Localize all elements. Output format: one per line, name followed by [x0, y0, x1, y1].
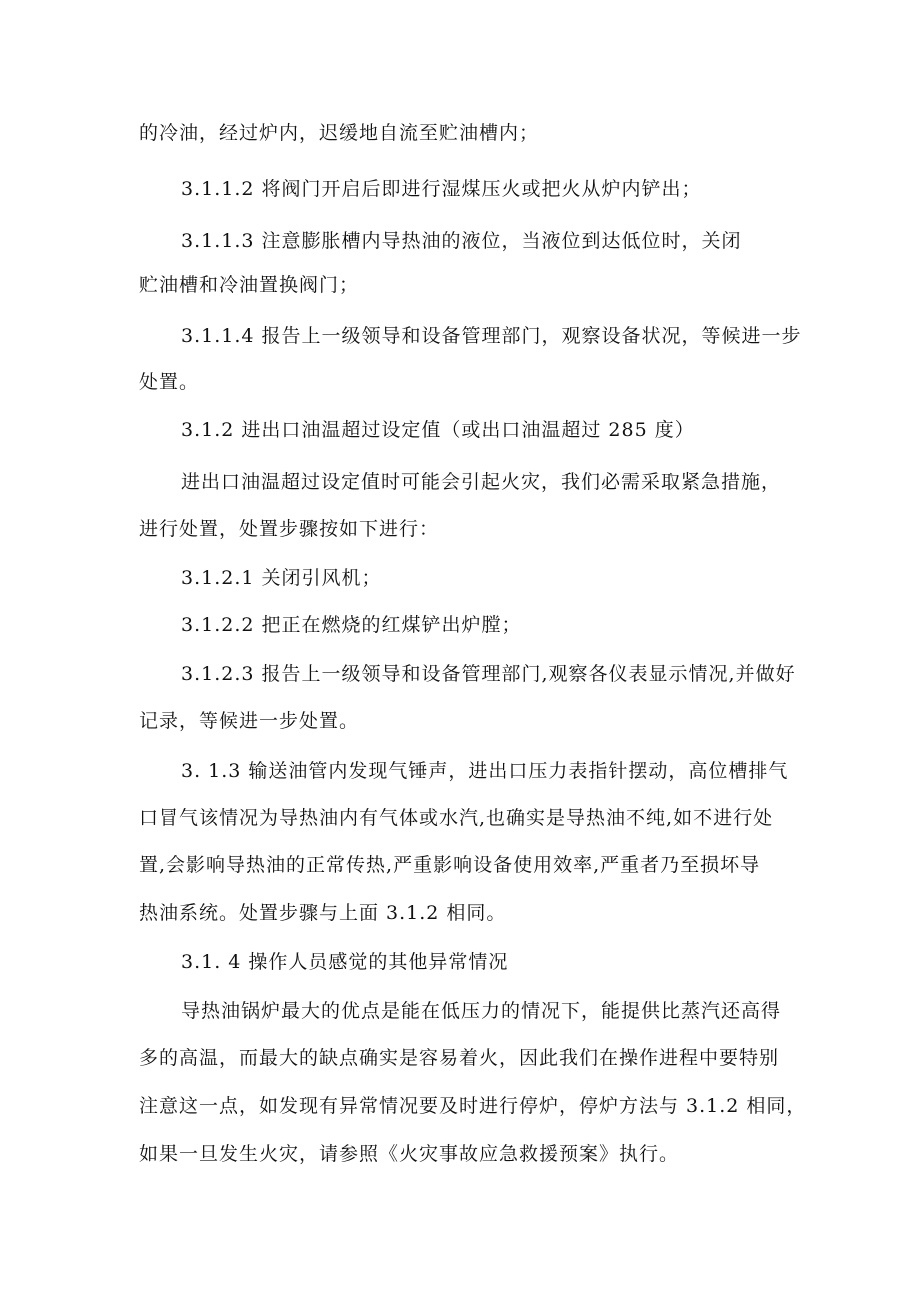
- text-line: 热油系统。处置步骤与上面 3.1.2 相同。: [139, 902, 507, 924]
- text-line: 贮油槽和冷油置换阀门；: [139, 274, 360, 296]
- text-line: 3.1.1.4 报告上一级领导和设备管理部门，观察设备状况，等候进一步: [181, 325, 802, 347]
- section-heading: 3.1. 4 操作人员感觉的其他异常情况: [181, 951, 509, 973]
- section-heading: 3.1.2 进出口油温超过设定值（或出口油温超过 285 度）: [181, 419, 695, 441]
- text-line: 3.1.2.2 把正在燃烧的红煤铲出炉膛；: [181, 614, 522, 636]
- text-line: 进行处置，处置步骤按如下进行：: [139, 518, 440, 540]
- text-line: 处置。: [139, 371, 200, 393]
- text-line: 如果一旦发生火灾，请参照《火灾事故应急救援预案》执行。: [139, 1143, 680, 1165]
- text-line: 3.1.2.1 关闭引风机；: [181, 567, 382, 589]
- text-line: 置,会影响导热油的正常传热,严重影响设备使用效率,严重者乃至损坏导: [139, 854, 761, 876]
- text-line: 的冷油，经过炉内，迟缓地自流至贮油槽内；: [139, 122, 540, 144]
- text-line: 3.1.1.3 注意膨胀槽内导热油的液位，当液位到达低位时，关闭: [181, 230, 742, 252]
- text-line: 口冒气该情况为导热油内有气体或水汽,也确实是导热油不纯,如不进行处: [139, 807, 774, 829]
- text-line: 导热油锅炉最大的优点是能在低压力的情况下，能提供比蒸汽还高得: [181, 1000, 782, 1022]
- text-line: 3.1.2.3 报告上一级领导和设备管理部门,观察各仪表显示情况,并做好: [181, 663, 796, 685]
- text-line: 记录，等候进一步处置。: [139, 710, 360, 732]
- section-heading: 3. 1.3 输送油管内发现气锤声，进出口压力表指针摆动，高位槽排气: [181, 760, 789, 782]
- text-line: 多的高温，而最大的缺点确实是容易着火，因此我们在操作进程中要特别: [139, 1047, 780, 1069]
- text-line: 注意这一点，如发现有异常情况要及时进行停炉，停炉方法与 3.1.2 相同，: [139, 1095, 807, 1117]
- text-line: 进出口油温超过设定值时可能会引起火灾，我们必需采取紧急措施，: [181, 471, 782, 493]
- text-line: 3.1.1.2 将阀门开启后即进行湿煤压火或把火从炉内铲出；: [181, 178, 702, 200]
